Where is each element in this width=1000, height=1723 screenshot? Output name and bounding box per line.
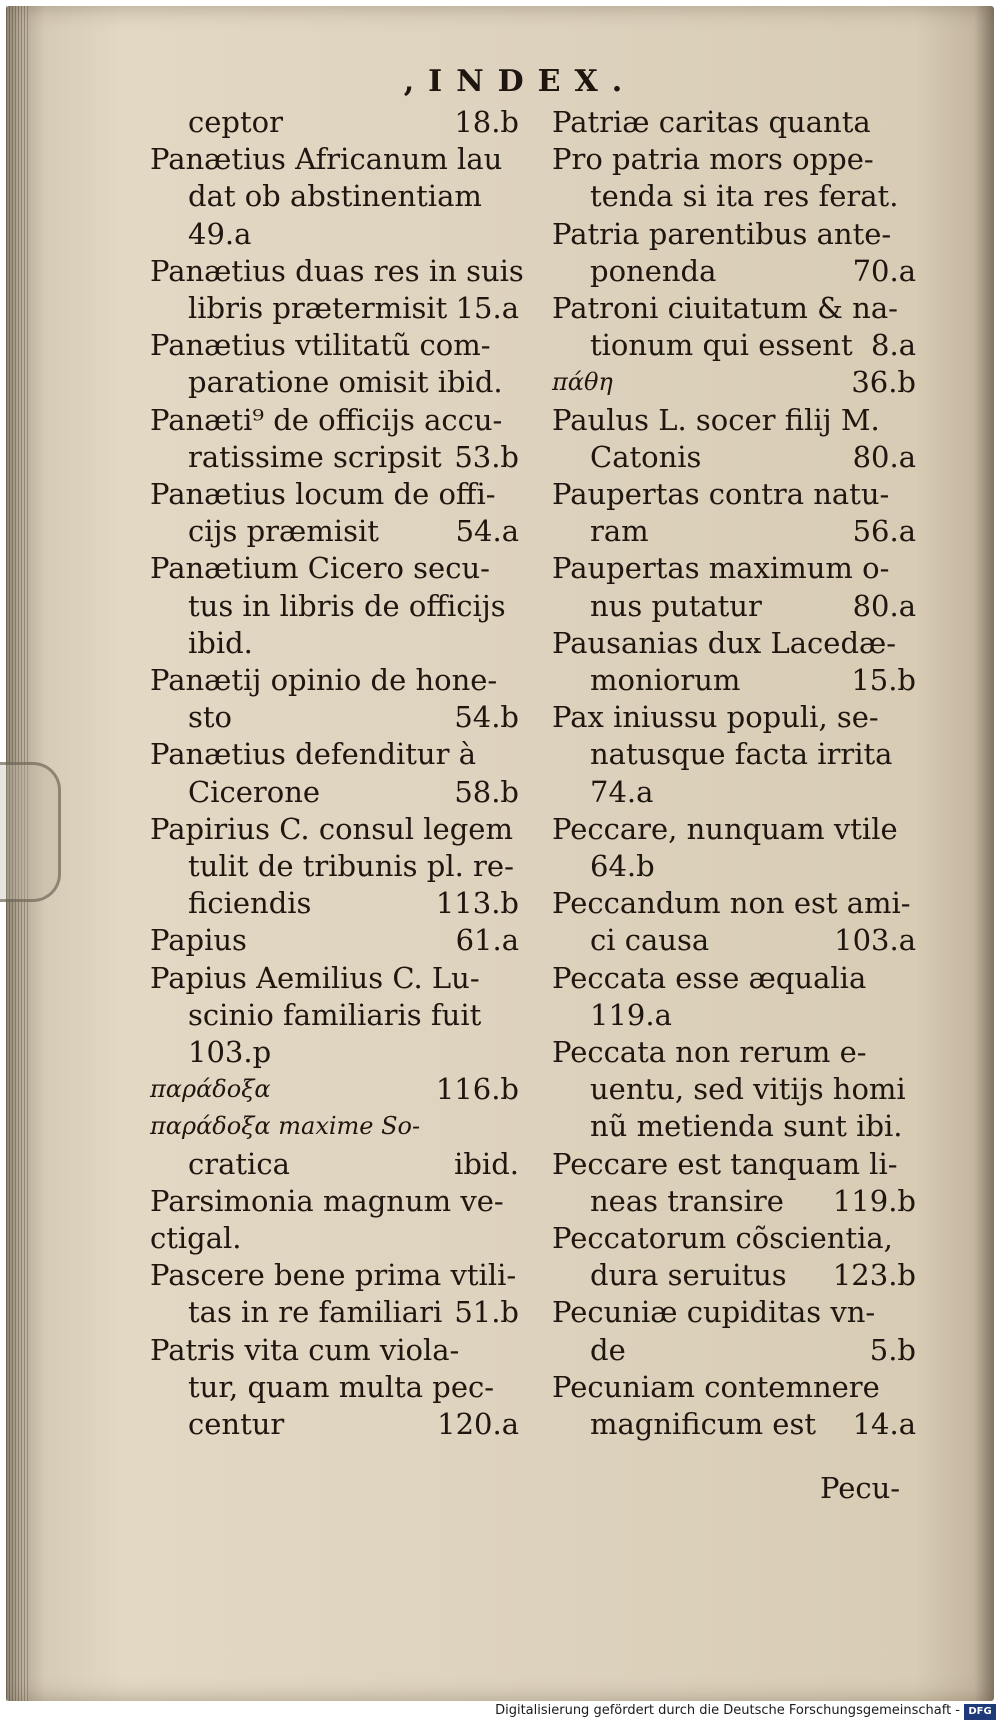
index-entry-text: Peccata non rerum e- [552, 1035, 867, 1069]
index-entry-text: cratica [188, 1146, 290, 1181]
index-entry-page: 15.b [851, 663, 916, 697]
digitization-credit: Digitalisierung gefördert durch die Deutsche Forschungsgemeinschaft - [495, 1703, 960, 1718]
index-entry-text: Peccata esse æqualia [552, 960, 867, 995]
index-entry-text: Pro patria mors oppe- [552, 142, 874, 177]
index-entry-text: πάθη [552, 368, 613, 397]
index-entry-text: Panætium Cicero secu- [150, 551, 490, 586]
index-entry-text: Pausanias dux Lacedæ- [552, 625, 897, 660]
index-entry-page: 116.b [435, 1072, 519, 1107]
book-clasp [0, 762, 61, 902]
index-entry-text: 119.a [590, 997, 672, 1032]
index-entry-text: Peccatorum cõscientia, [552, 1221, 893, 1255]
index-entry-text: dura seruitus [590, 1258, 787, 1293]
index-entry-text: Peccandum non est ami- [552, 886, 911, 921]
index-entry-text: Cicerone [188, 774, 321, 809]
index-entry-text: 49.a [188, 216, 252, 251]
index-entry-text: παράδοξα maxime So- [150, 1112, 421, 1141]
index-entry-text: Papirius C. consul legem [150, 811, 513, 846]
index-entry-text: nus putatur [590, 588, 762, 623]
index-entry-text: Catonis [590, 439, 702, 474]
index-entry-text: Patria parentibus ante- [552, 216, 892, 251]
index-entry-text: Patriæ caritas quanta [552, 105, 871, 139]
index-entry-text: Panætius defenditur à [150, 737, 476, 772]
index-entry-text: Panætius locum de offi- [150, 477, 496, 511]
index-entry-text: 74.a [590, 774, 654, 809]
index-entry-text: Panætij opinio de hone- [150, 663, 498, 697]
index-entry-page: 113.b [435, 886, 519, 921]
index-entry-page: 70.a [852, 253, 916, 288]
index-entry-page: 120.a [437, 1407, 519, 1441]
index-entry-page: 54.b [454, 700, 519, 735]
index-entry-text: cijs præmisit [188, 514, 379, 549]
index-entry-text: neas transire [590, 1183, 784, 1218]
index-entry-text: ctigal. [150, 1221, 242, 1255]
index-entry-text: Paulus L. socer filij M. [552, 402, 880, 437]
index-entry-text: Papius [150, 923, 247, 958]
page-title: ,INDEX. [403, 64, 637, 99]
index-entry-page: 103.a [834, 923, 916, 958]
index-entry-page: 53.b [454, 439, 519, 474]
index-entry-text: moniorum [590, 663, 741, 697]
index-entry-page: 15.a [455, 291, 519, 325]
index-entry-text: ficiendis [188, 886, 312, 921]
index-entry-text: Panætius vtilitatũ com- [150, 328, 491, 363]
index-entry-text: παράδοξα [150, 1075, 271, 1104]
index-entry-text: ratissime scripsit [188, 439, 442, 474]
index-entry-text: Peccare est tanquam li- [552, 1146, 898, 1181]
index-entry-text: Parsimonia magnum ve- [150, 1183, 504, 1218]
index-entry-page: 51.b [454, 1295, 519, 1330]
index-entry-page: 58.b [454, 774, 519, 809]
index-entry-text: ponenda [590, 253, 717, 288]
index-entry-text: Pascere bene prima vtili- [150, 1258, 517, 1293]
index-entry-text: ci causa [590, 923, 710, 958]
index-entry-text: sto [188, 700, 232, 735]
index-entry-text: scinio familiaris fuit [188, 997, 482, 1032]
index-entry-page: 80.a [852, 588, 916, 623]
index-entry-text: nũ metienda sunt ibi. [590, 1109, 903, 1144]
index-entry-text: libris prætermisit [188, 291, 448, 325]
index-entry-page: 18.b [454, 105, 519, 139]
index-entry-page: 119.b [832, 1183, 916, 1218]
index-entry-text: ibid. [188, 625, 253, 660]
index-entry-text: Paupertas contra natu- [552, 477, 890, 511]
index-entry-text: magnificum est [590, 1407, 816, 1441]
index-entry-text: tas in re familiari [188, 1295, 443, 1330]
index-entry-page: ibid. [454, 1146, 519, 1181]
index-entry-page: 80.a [852, 439, 916, 474]
index-entry-text: Pecuniam contemnere [552, 1369, 880, 1404]
index-entry-page: 5.b [869, 1332, 916, 1367]
index-entry-page: 61.a [455, 923, 519, 958]
index-entry-text: tur, quam multa pec- [188, 1369, 495, 1404]
index-entry-page: 123.b [832, 1258, 916, 1293]
index-entry-text: tionum qui essent [590, 328, 853, 363]
index-entry-text: ceptor [188, 105, 283, 139]
index-entry-page: 36.b [851, 365, 916, 400]
index-entry-page: 56.a [852, 514, 916, 549]
index-entry-text: ram [590, 514, 649, 549]
index-entry-text: Pax iniussu populi, se- [552, 700, 879, 735]
index-entry-text: paratione omisit ibid. [188, 365, 503, 400]
index-entry-text: natusque facta irrita [590, 737, 893, 772]
index-entry-text: de [590, 1332, 626, 1367]
index-entry-text: Patris vita cum viola- [150, 1332, 460, 1367]
index-entry-text: Papius Aemilius C. Lu- [150, 960, 480, 995]
index-entry-text: Pecuniæ cupiditas vn- [552, 1295, 876, 1330]
index-entry-text: 103.p [188, 1035, 272, 1069]
index-entry-text: 64.b [590, 849, 655, 883]
index-entry-page: 8.a [871, 328, 916, 363]
index-entry-text: tulit de tribunis pl. re- [188, 849, 514, 883]
index-entry-text: Panæti⁹ de officijs accu- [150, 402, 503, 437]
index-entry-page: 14.a [852, 1407, 916, 1441]
index-entry-text: dat ob abstinentiam [188, 179, 482, 214]
index-entry-text: Patroni ciuitatum & na- [552, 291, 898, 325]
dfg-logo: DFG [964, 1704, 996, 1720]
index-entry-page: 54.a [455, 514, 519, 549]
index-entry-text: Paupertas maximum o- [552, 551, 890, 586]
index-entry-text: Panætius duas res in suis [150, 253, 524, 288]
index-entry-text: centur [188, 1407, 285, 1441]
index-entry-text: Panætius Africanum lau [150, 142, 503, 177]
catchword: Pecu- [820, 1471, 901, 1505]
index-entry-text: uentu, sed vitijs homi [590, 1072, 906, 1107]
index-entry-text: tenda si ita res ferat. [590, 179, 899, 214]
index-entry-text: Peccare, nunquam vtile [552, 811, 898, 846]
index-entry-text: tus in libris de officijs [188, 588, 506, 623]
